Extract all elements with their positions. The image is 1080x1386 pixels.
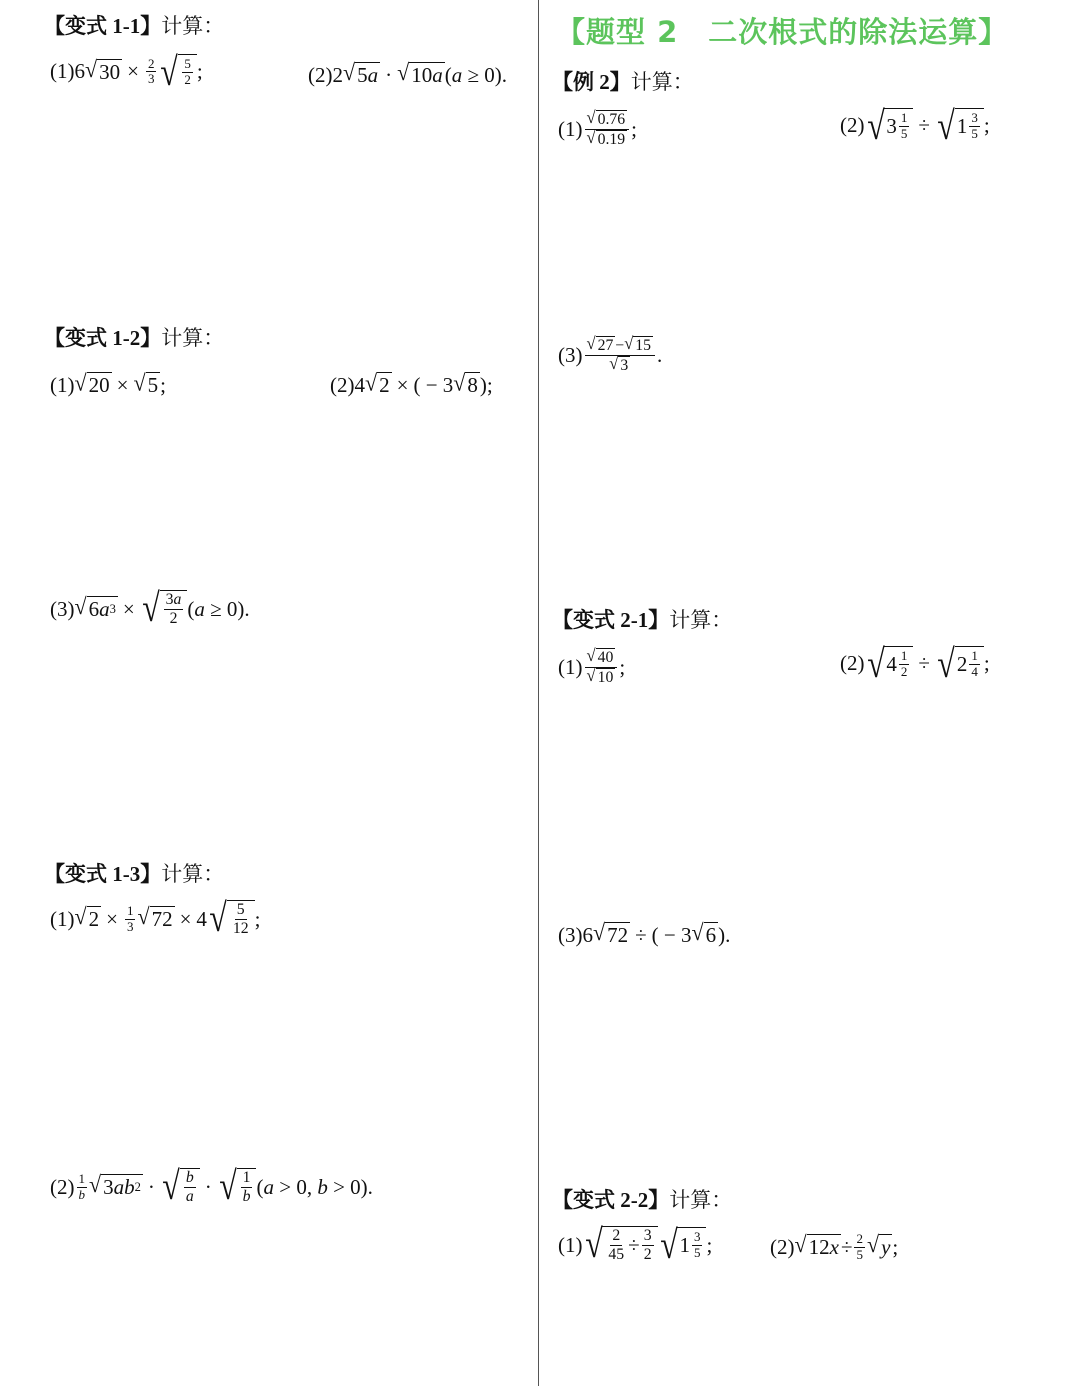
exercise-1-2-problem-3: (3) √ 6 a 3 × √ 3 a 2 ( a ≥ 0). — [50, 585, 250, 630]
exercise-1-2-header: 【变式 1-2】计算： — [44, 326, 225, 350]
exercise-2-2-problem-1: (1) √ $\frac{2}{45}$ ÷ $\frac{3}{2}$ √ 1 $\frac{3}{5}$ ; — [558, 1221, 713, 1268]
section-title: 【题型 2 二次根式的除法运算】 — [556, 15, 1009, 49]
example-2-problem-1: (1) √ 0.76 √ 0.19 ; — [558, 107, 637, 149]
exercise-2-1-problem-3: (3) 6 √ 72 ÷ ( − 3 √ 6 ). — [558, 919, 731, 947]
exercise-1-1-header: 【变式 1-1】计算： — [44, 14, 225, 38]
exercise-1-2-problem-2: (2) 4 √ 2 × ( − 3 √ 8 ); — [330, 369, 493, 397]
exercise-1-1-problem-1: (1) 6 √ 30 × $\frac{2}{3}$ √ $\frac{5}{2}$ ; — [50, 49, 203, 94]
exercise-2-1-problem-1: (1) √ 40 √ 10 ; — [558, 645, 626, 687]
example-2-problem-3: (3) √ 27 − √ 15 √ 3 . — [558, 333, 663, 375]
exercise-1-3-header: 【变式 1-3】计算： — [44, 862, 225, 886]
exercise-2-1-problem-2: (2) √ 4 $\frac{1}{2}$ ÷ √ 2 $\frac{1}{4}$ ; — [840, 641, 990, 686]
exercise-2-1-header: 【变式 2-1】计算： — [552, 608, 733, 632]
example-2-header: 【例 2】计算： — [552, 70, 694, 94]
exercise-1-1-problem-2: (2) 2 √ 5 a · √ 10 a ( a ≥ 0). — [308, 59, 507, 87]
exercise-2-2-header: 【变式 2-2】计算： — [552, 1188, 733, 1212]
example-2-problem-2: (2) √ 3 $\frac{1}{5}$ ÷ √ 1 $\frac{3}{5}$ ; — [840, 103, 990, 148]
column-divider — [538, 0, 539, 1386]
exercise-2-2-problem-2: (2) √ 12 x ÷ $\frac{2}{5}$ √ y ; — [770, 1231, 899, 1262]
exercise-1-3-problem-1: (1) √ 2 × $\frac{1}{3}$ √ 72 × 4 √ $\frac{5}{12}$ ; — [50, 895, 261, 940]
exercise-1-2-problem-1: (1) √ 20 × √ 5 ; — [50, 369, 166, 397]
exercise-1-3-problem-2: (2) $\frac{1}{b}$ √ 3 ab 2 · √ $\frac{b}{a}$ · √ $\frac{1}{b}$ ( a > 0, b > 0). — [50, 1163, 373, 1208]
